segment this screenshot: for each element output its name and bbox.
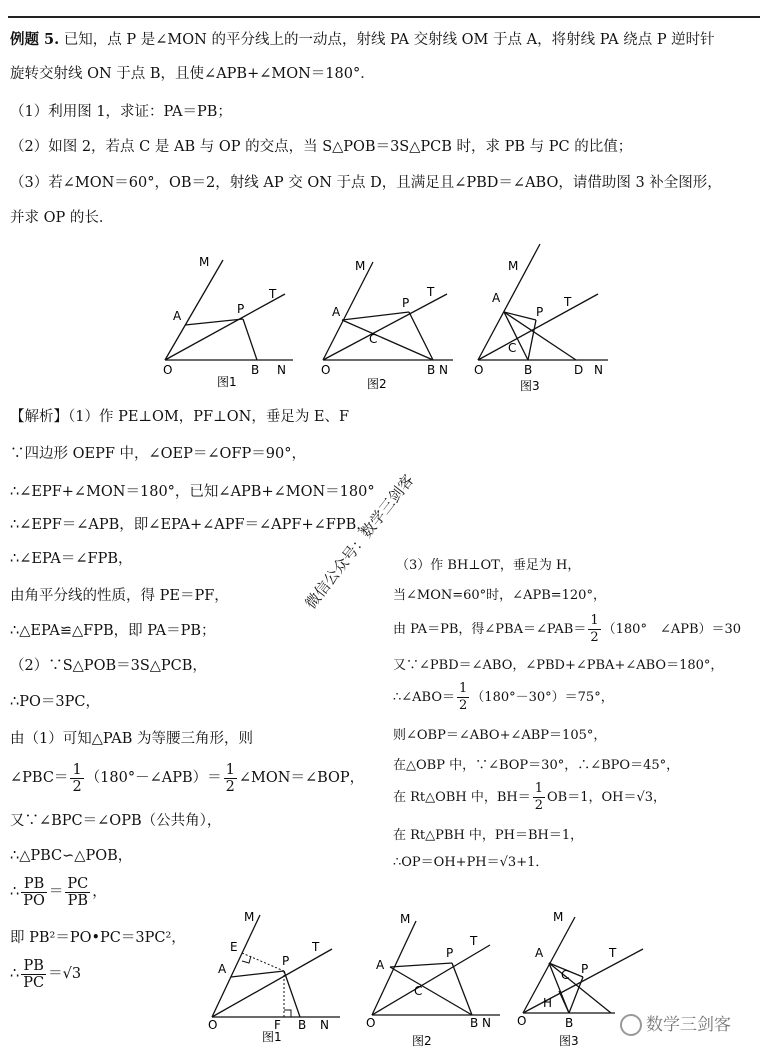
solution-line-2: ∵四边形 OEPF 中，∠OEP＝∠OFP＝90°， bbox=[10, 446, 306, 462]
problem-text-1: 已知，点 P 是∠MON 的平分线上的一动点，射线 PA 交射线 OM 于点 A，将射线 PA 绕点 P 逆时针 bbox=[63, 32, 715, 48]
fraction-pb-pc bbox=[21, 958, 46, 991]
label-D: D bbox=[574, 363, 584, 377]
equals-sign: ＝ bbox=[48, 884, 64, 900]
label-T: T bbox=[312, 940, 320, 954]
figure-caption: 图1 bbox=[217, 375, 237, 389]
label-E: E bbox=[230, 940, 238, 954]
label-T: T bbox=[564, 295, 572, 309]
label-M: M bbox=[355, 259, 366, 273]
right-line-4: 又∵∠PBD＝∠ABO，∠PBD+∠PBA+∠ABO＝180°， bbox=[393, 658, 724, 673]
figure-caption: 图3 bbox=[559, 1034, 579, 1048]
fraction-half bbox=[533, 781, 545, 814]
right-line-1: （3）作 BH⊥OT，垂足为 H， bbox=[396, 558, 581, 573]
fraction-half bbox=[70, 762, 83, 795]
fraction-pc-pb bbox=[65, 876, 90, 909]
right-line-5 bbox=[393, 680, 614, 716]
label-T: T bbox=[609, 946, 617, 960]
fraction-denominator: 2 bbox=[459, 698, 468, 713]
right-8b: OB＝1，OH＝√3， bbox=[547, 790, 667, 805]
label-P: P bbox=[402, 296, 410, 310]
label-O: O bbox=[163, 363, 173, 377]
therefore-symbol: ∴ bbox=[10, 884, 20, 900]
label-M: M bbox=[244, 910, 255, 924]
watermark: 微信公众号：数学三剑客 bbox=[301, 471, 418, 613]
fraction-denominator: 2 bbox=[225, 778, 235, 795]
label-P: P bbox=[446, 946, 454, 960]
label-H: H bbox=[543, 996, 553, 1010]
label-P: P bbox=[581, 962, 589, 976]
fraction-numerator: 1 bbox=[72, 761, 82, 778]
label-O: O bbox=[208, 1018, 218, 1032]
label-F: F bbox=[274, 1018, 281, 1032]
label-B: B bbox=[565, 1016, 574, 1030]
question-1: （1）利用图 1，求证：PA＝PB； bbox=[10, 104, 232, 120]
result-sqrt3: ＝√3 bbox=[48, 966, 82, 982]
bottom-figure-2 bbox=[360, 905, 510, 1050]
solution-line-8: （2）∵S△POB＝3S△PCB， bbox=[10, 658, 207, 674]
right-8a: 在 Rt△OBH 中，BH＝ bbox=[393, 790, 531, 805]
solution-line-7: ∴△EPA≌△FPB，即 PA＝PB； bbox=[10, 623, 216, 639]
question-3b: 并求 OP 的长． bbox=[10, 210, 114, 226]
fraction-numerator: 1 bbox=[534, 781, 543, 796]
label-M: M bbox=[199, 255, 210, 269]
fraction-denominator: 2 bbox=[534, 798, 543, 813]
wechat-icon bbox=[620, 1014, 642, 1036]
fraction-denominator: PC bbox=[23, 974, 45, 991]
solution-line-1: 【解析】（1）作 PE⊥OM，PF⊥ON，垂足为 E、F bbox=[10, 409, 350, 425]
brand-logo-text: 数学三剑客 bbox=[646, 1015, 731, 1035]
fraction-numerator: 1 bbox=[225, 761, 235, 778]
label-C: C bbox=[414, 984, 423, 998]
fraction-numerator: 1 bbox=[590, 613, 599, 628]
question-3a: （3）若∠MON＝60°，OB＝2，射线 AP 交 ON 于点 D，且满足且∠PBD＝∠ABO，请借助图 3 补全图形， bbox=[10, 175, 722, 191]
right-line-9: 在 Rt△PBH 中，PH＝BH＝1， bbox=[393, 828, 584, 843]
label-T: T bbox=[269, 287, 277, 301]
fraction-pb-po bbox=[21, 876, 47, 909]
right-3b: （180° ∠APB）＝30 bbox=[602, 622, 742, 637]
top-figure-1 bbox=[155, 248, 305, 393]
right-5b: （180°－30°）＝75°， bbox=[471, 690, 614, 705]
label-N: N bbox=[594, 363, 603, 377]
solution-line-similar: ∴△PBC∽△POB， bbox=[10, 848, 133, 864]
label-C: C bbox=[369, 332, 378, 346]
therefore-symbol: ∴ bbox=[10, 966, 20, 982]
comma: ， bbox=[92, 884, 107, 900]
right-line-2: 当∠MON=60°时，∠APB=120°， bbox=[393, 588, 606, 603]
fraction-denominator: PO bbox=[23, 892, 45, 909]
brand-logo bbox=[620, 1010, 731, 1036]
label-P: P bbox=[237, 302, 245, 316]
solution-line-10: 由（1）可知△PAB 为等腰三角形，则 bbox=[10, 731, 254, 747]
figure-caption: 图1 bbox=[262, 1030, 282, 1044]
fraction-numerator: PB bbox=[21, 958, 46, 975]
label-O: O bbox=[366, 1016, 376, 1030]
top-figure-2 bbox=[313, 248, 463, 393]
label-B: B bbox=[298, 1018, 307, 1032]
label-A: A bbox=[535, 946, 544, 960]
pbc-text-a: ∠PBC＝ bbox=[10, 770, 69, 786]
fraction-half-2 bbox=[224, 762, 237, 795]
problem-tag: 例题 5. bbox=[10, 31, 60, 48]
right-line-3 bbox=[393, 612, 741, 648]
fraction-half bbox=[457, 681, 469, 714]
right-line-6: 则∠OBP＝∠ABO+∠ABP＝105°， bbox=[393, 728, 607, 743]
label-C: C bbox=[508, 341, 517, 355]
label-O: O bbox=[517, 1014, 527, 1028]
pbc-text-c: ∠MON＝∠BOP， bbox=[238, 770, 365, 786]
label-A: A bbox=[492, 291, 501, 305]
fraction-half bbox=[588, 613, 600, 646]
problem-line-1 bbox=[10, 30, 715, 50]
label-B: B bbox=[427, 363, 436, 377]
label-P: P bbox=[536, 305, 544, 319]
pbc-text-b: （180°－∠APB）＝ bbox=[85, 770, 222, 786]
solution-line-common: 又∵∠BPC＝∠OPB（公共角）， bbox=[10, 813, 222, 829]
label-A: A bbox=[332, 305, 341, 319]
top-rule bbox=[8, 16, 760, 18]
label-A: A bbox=[218, 962, 227, 976]
solution-line-ratio bbox=[10, 874, 107, 910]
right-5a: ∴∠ABO＝ bbox=[393, 690, 456, 705]
fraction-numerator: PB bbox=[21, 876, 47, 893]
question-2: （2）如图 2，若点 C 是 AB 与 OP 的交点，当 S△POB＝3S△PCB 时，求 PB 与 PC 的比值； bbox=[10, 139, 633, 155]
label-O: O bbox=[474, 363, 484, 377]
label-A: A bbox=[376, 958, 385, 972]
label-A: A bbox=[173, 309, 182, 323]
solution-line-5: ∴∠EPA＝∠FPB， bbox=[10, 551, 133, 567]
solution-line-pbc bbox=[10, 760, 364, 796]
label-M: M bbox=[508, 259, 519, 273]
figure-caption: 图2 bbox=[412, 1034, 432, 1048]
label-O: O bbox=[321, 363, 331, 377]
label-N: N bbox=[482, 1016, 491, 1030]
fraction-denominator: 2 bbox=[590, 630, 599, 645]
solution-line-9: ∴PO＝3PC， bbox=[10, 694, 100, 710]
solution-line-result bbox=[10, 956, 81, 992]
label-N: N bbox=[277, 363, 286, 377]
right-line-7: 在△OBP 中，∵∠BOP＝30°，∴∠BPO＝45°， bbox=[393, 758, 680, 773]
right-3a: 由 PA＝PB，得∠PBA＝∠PAB＝ bbox=[393, 622, 587, 637]
figure-caption: 图3 bbox=[520, 379, 540, 393]
label-B: B bbox=[470, 1016, 479, 1030]
problem-line-2: 旋转交射线 ON 于点 B，且使∠APB+∠MON＝180°． bbox=[10, 66, 375, 82]
figure-caption: 图2 bbox=[367, 377, 387, 391]
solution-line-4: ∴∠EPF＝∠APB，即∠EPA+∠APF＝∠APF+∠FPB， bbox=[10, 517, 371, 533]
label-N: N bbox=[439, 363, 448, 377]
solution-line-square: 即 PB²＝PO•PC＝3PC²， bbox=[10, 930, 186, 946]
label-M: M bbox=[400, 912, 411, 926]
label-M: M bbox=[553, 910, 564, 924]
right-line-8 bbox=[393, 780, 666, 816]
fraction-numerator: PC bbox=[67, 875, 89, 892]
label-P: P bbox=[282, 954, 290, 968]
solution-line-3: ∴∠EPF+∠MON＝180°，已知∠APB+∠MON＝180° bbox=[10, 484, 375, 500]
solution-line-6: 由角平分线的性质，得 PE＝PF， bbox=[10, 588, 229, 604]
label-C: C bbox=[561, 968, 570, 982]
label-B: B bbox=[524, 363, 533, 377]
fraction-numerator: 1 bbox=[459, 681, 468, 696]
label-T: T bbox=[470, 934, 478, 948]
fraction-denominator: PB bbox=[67, 892, 89, 909]
bottom-figure-1 bbox=[200, 905, 350, 1045]
fraction-denominator: 2 bbox=[72, 778, 82, 795]
label-B: B bbox=[251, 363, 260, 377]
label-T: T bbox=[427, 285, 435, 299]
label-N: N bbox=[320, 1018, 329, 1032]
right-line-10: ∴OP＝OH+PH＝√3+1． bbox=[393, 855, 549, 870]
top-figure-3 bbox=[468, 240, 618, 395]
